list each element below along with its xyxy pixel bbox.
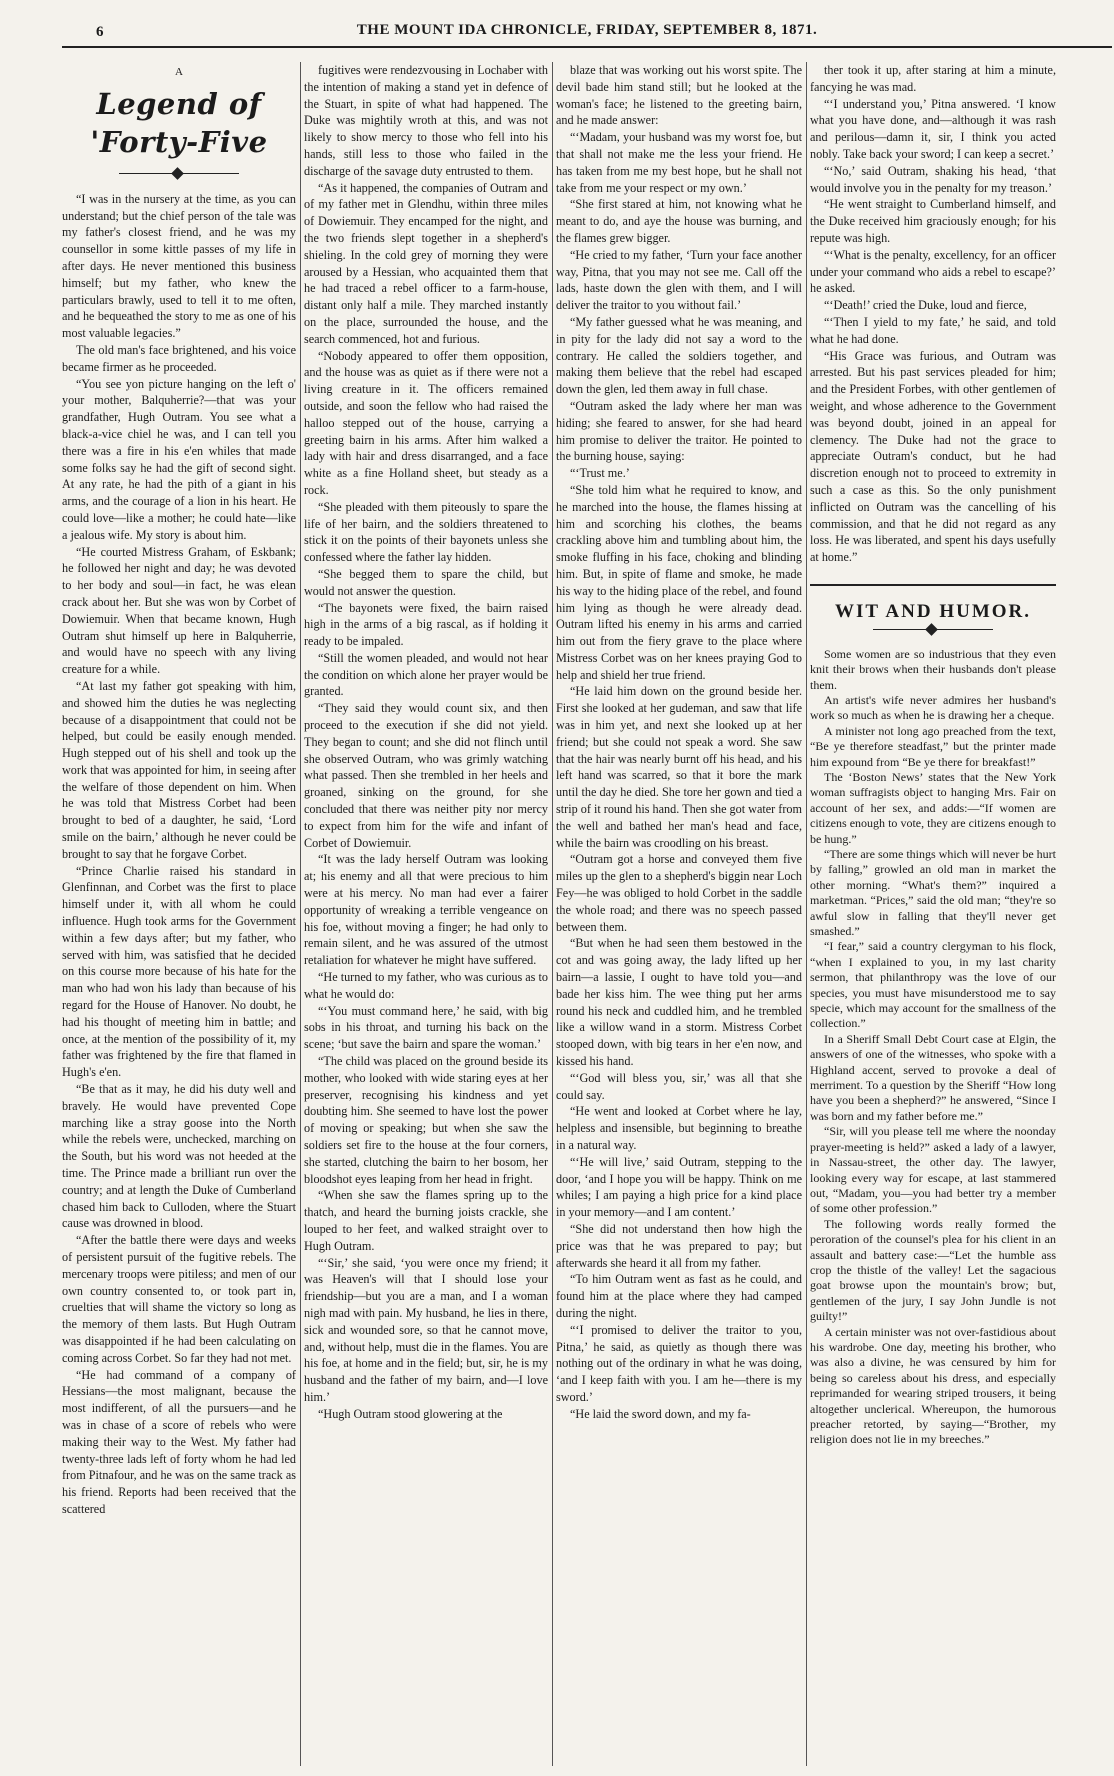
masthead [62, 0, 1112, 48]
paragraph: “There are some things which will never be hurt by falling,” growled an old man in market the other morning. “What's them?” inquired a marketman. “Prices,” said the old man; “they're so awful slow in falling that they'll never get smashed.” [810, 846, 1056, 939]
column-rule [806, 62, 807, 1766]
story-title-prefix: A [175, 66, 183, 78]
page-number: 6 [96, 24, 104, 40]
column-2 [304, 62, 548, 1766]
wit-and-humor-text [810, 647, 1056, 1448]
paragraph: “He went and looked at Corbet where he lay, helpless and insensible, but beginning to breathe in a natural way. [556, 1104, 802, 1152]
column-4 [810, 62, 1056, 1766]
paragraph: “‘Sir,’ she said, ‘you were once my friend; it was Heaven's will that I should lose your friendship—but you are a man, and I a woman nigh mad with pain. My husband, he lies in there, sick and wounded sore, so that he cannot move, and, without help, must die in the flames. You are his foe, at home and in the field; but, sir, he is my husband and the father of my bairn, and—I love him.’ [304, 1255, 548, 1404]
story-title: Legend of 'Forty-Five [90, 86, 268, 159]
title-ornament [119, 167, 239, 181]
column-rule [552, 62, 553, 1766]
paragraph: “It was the lady herself Outram was looking at; his enemy and all that were precious to him were at his mercy. No man had ever a fairer opportunity of wreaking a terrible vengeance on his foe, without moving a finger; he had only to remain silent, and he was assured of the utmost retaliation for whatever he might have suffered. [304, 852, 548, 968]
paragraph: An artist's wife never admires her husband's work so much as when he is drawing her a cheque. [810, 692, 1056, 723]
paragraph: The ‘Boston News’ states that the New York woman suffragists object to hanging Mrs. Fair on account of her sex, and adds:—“If women are citizens enough to vote, they are citizens enough to be hung.” [810, 769, 1056, 846]
paragraph: “‘He will live,’ said Outram, stepping to the door, ‘and I hope you will be happy. Think on me whiles; I am paying a high price for a kind place in your memory—and I am content.’ [556, 1154, 802, 1220]
paragraph: “Still the women pleaded, and would not hear the condition on which alone her prayer would be granted. [304, 650, 548, 699]
paragraph: “My father guessed what he was meaning, and in pity for the lady did not say a word to the contrary. He called the soldiers together, and making them believe that the rebel had escaped down the glen, led them away in full chase. [556, 314, 802, 397]
paragraph: “She pleaded with them piteously to spare the life of her bairn, and the soldiers threatened to stick it on the points of their bayonets unless she confessed where the father lay hidden. [304, 499, 548, 565]
paragraph: “‘Then I yield to my fate,’ he said, and told what he had done. [810, 314, 1056, 346]
paragraph: “The child was placed on the ground beside its mother, who looked with wide staring eyes at her preserver, recognising his kindness and yet doubting him. She seemed to have lost the power of moving or speaking; but when she saw the soldiers set fire to the house at the four corners, she started, clutching the bairn to her bosom, her bloodshot eyes leaping from her head in fright. [304, 1054, 548, 1186]
paragraph: “‘God will bless you, sir,’ was all that she could say. [556, 1070, 802, 1102]
paragraph: “He laid him down on the ground beside her. First she looked at her gudeman, and saw that life was in him yet, and next she looked up at her friend; but she could not speak a word. She saw that the hair was nearly burnt off his head, and his left hand was scarred, so that it bore the mark until the day he died. She tore her gown and tied a strip of it round his hand. Then she got water from the well and bathed her man's head and face, while the bairn was croodling on his breast. [556, 684, 802, 850]
paragraph: In a Sheriff Small Debt Court case at Elgin, the answers of one of the witnesses, who spoke with a Highland accent, served to provoke a deal of merriment. To a question by the Sheriff “How long have you been a shepherd?” he answered, “Since I was born and my father before me.” [810, 1031, 1056, 1123]
paragraph: “I was in the nursery at the time, as you can understand; but the chief person of the tale was my father's closest friend, and he was my counsellor in some kittle passes of my life in after days. He never mentioned this business himself; but my father, who knew the particulars brawly, used to tell it to me often, and he bequeathed the story to me as one of his most valuable legacies.” [62, 191, 296, 341]
paragraph: “But when he had seen them bestowed in the cot and was going away, the lady lifted up her bairn—a lassie, I ought to have told you—and bade her kiss him. The wee thing put her arms round his neck and cuddled him, and he trembled like a willow wand in a storm. Mistress Corbet stooped down, with big tears in her e'en now, and kissed his hand. [556, 936, 802, 1069]
paragraph: The following words really formed the peroration of the counsel's plea for his client in an assault and battery case:—“Let the humble ass crop the thistle of the valley! Let the sagacious goat browse upon the mountain's brow; but, gentlemen of the jury, I say John Jundle is not guilty!” [810, 1216, 1056, 1324]
paragraph: “Be that as it may, he did his duty well and bravely. He would have prevented Cope marching like a stray goose into the North while the rebels were, unchecked, marching on the South, but his word was not heeded at the time. The Prince made a brilliant run over the country; and at length the Duke of Cumberland chased him back to Culloden, where the Stuart cause was drowned in blood. [62, 1082, 296, 1231]
paragraph: “‘What is the penalty, excellency, for an officer under your command who aids a rebel to escape?’ he asked. [810, 247, 1056, 296]
heading-ornament [873, 623, 993, 637]
paragraph: “He courted Mistress Graham, of Eskbank; he followed her night and day; he was devoted to her body and soul—in fact, he was elean crack about her. But she was won by Corbet of Dowiemuir. When that became known, Hugh Outram shut himself up here in Balquherrie, and would have no speech with any living creature for a while. [62, 544, 296, 677]
column-1 [62, 62, 296, 1766]
paragraph: “They said they would count six, and then proceed to the execution if she did not yield. They began to count; and she did not flinch until she observed Outram, who was grimly watching what passed. Then she trembled in her heels and groaned, sinking on the ground, for she concluded that there was neither pity nor mercy to expect from him for the wife and infant of Corbet of Dowiemuir. [304, 701, 548, 850]
paragraph: “She first stared at him, not knowing what he meant to do, and aye the house was burning, and the flames grew bigger. [556, 197, 802, 245]
paragraph: “‘Madam, your husband was my worst foe, but that shall not make me the less your friend. He has taken from me my best hope, but he shall not take from me your respect or my own.’ [556, 130, 802, 195]
column-4-text [810, 62, 1056, 566]
paragraph: fugitives were rendezvousing in Lochaber with the intention of making a stand yet in defence of the Stuart, in spite of what had happened. The Duke was mightily wroth at this, and was not likely to show mercy to those who fell into his hands, still less to those who failed in the discharge of the savage duty entrusted to them. [304, 63, 548, 178]
paragraph: “Outram asked the lady where her man was hiding; she feared to answer, for she had heard him promise to deliver the traitor. He pointed to the burning house, saying: [556, 398, 802, 464]
paragraph: ther took it up, after staring at him a minute, fancying he was mad. [810, 63, 1056, 94]
wit-and-humor-heading: WIT AND HUMOR. [834, 600, 1032, 622]
paragraph: “His Grace was furious, and Outram was arrested. But his past services pleaded for him; and the President Forbes, with other gentlemen of weight, and whose adherence to the Government was beyond doubt, joined in an appeal for clemency. The Duke had not the grace to appreciate Outram's conduct, but he had discretion enough not to proceed to extremity in such a case as this. So the only punishment inflicted on Outram was the cancelling of his commission, and that he did not regard as any loss. He was liberated, and spent his days usefully at home.” [810, 348, 1056, 565]
paragraph: “Nobody appeared to offer them opposition, and the house was as quiet as if there were not a living creature in it. The officers remained outside, and soon the fellow who had raised the halloo stepped out of the house, carrying a greeting bairn in his arms. After him walked a lady with hair and dress disarranged, and a face white as a fine Holland sheet, but steady as a rock. [304, 348, 548, 497]
running-head: THE MOUNT IDA CHRONICLE, FRIDAY, SEPTEMBER 8, 1871. [356, 22, 818, 38]
paragraph: “Outram got a horse and conveyed them five miles up the glen to a shepherd's biggin near Loch Fey—he was obliged to hold Corbet in the saddle the whole road; and there was no speech passed between them. [556, 852, 802, 934]
paragraph: “He turned to my father, who was curious as to what he would do: [304, 970, 548, 1001]
paragraph: “Sir, will you please tell me where the noonday prayer-meeting is held?” asked a lady of a lawyer, in Nassau-street, the other day. The lawyer, looking every way for escape, at last stammered out, “Madam, you—you had better try a member of some other profession.” [810, 1124, 1056, 1216]
paragraph: Some women are so industrious that they even knit their brows when their husbands don't please them. [810, 646, 1056, 692]
paragraph: “When she saw the flames spring up to the thatch, and heard the burning joists crackle, she louped to her feet, and walked straight over to Hugh Outram. [304, 1188, 548, 1253]
column-rule [300, 62, 301, 1766]
paragraph: “After the battle there were days and weeks of persistent pursuit of the fugitive rebels. The mercenary troops were pitiless; and men of our own country consented to, or took part in, cruelties that will shame the victory so long as the memory of them lasts. But Hugh Outram was disappointed if he had been calculating on coming across Corbet. So far they had not met. [62, 1233, 296, 1365]
paragraph: “Hugh Outram stood glowering at the [318, 1406, 503, 1421]
column-3-text [556, 62, 802, 1423]
paragraph: “She did not understand then how high the price was that he was prepared to pay; but afterwards she heard it all from my father. [556, 1221, 802, 1270]
paragraph: “She begged them to spare the child, but would not answer the question. [304, 566, 548, 598]
paragraph: “She told him what he required to know, and he marched into the house, the flames hissing at him and scorching his clothes, the beams crackling above him and tumbling about him, the smoke fluffing in his face, choking and blinding him. But, in spite of flame and smoke, he made his way to the hiding place of the rebel, and found him lying as though he were already dead. Outram lifted his enemy in his arms and carried him out from the fiery grave to the place where Mistress Corbet was on her knees praying God to help and shield her true friend. [556, 482, 802, 682]
paragraph: “I fear,” said a country clergyman to his flock, “when I explained to you, in my last charity sermon, that philanthropy was the love of our species, you must have misunderstood me to say specie, which may account for the smallness of the collection.” [810, 939, 1056, 1031]
paragraph: “‘I promised to deliver the traitor to you, Pitna,’ he said, as quietly as though there was nothing out of the ordinary in what he was doing, ‘and I keep faith with you. I am he—there is my sword.’ [556, 1322, 802, 1404]
paragraph: “‘Death!’ cried the Duke, loud and fierce, [824, 298, 1027, 313]
column-2-text [304, 62, 548, 1423]
paragraph: “He had command of a company of Hessians—the most malignant, because the most indifferent, of all the pursuers—and he was in chase of a score of rebels who were making their way to the West. My father had twenty-three lads left of forty whom he had led from Pitnafour, and he was on the same track as his friend. Reports had been received that the scattered [62, 1367, 296, 1516]
column-1-text [62, 191, 296, 1518]
section-rule [810, 584, 1056, 586]
paragraph: blaze that was working out his worst spite. The devil bade him stand still; but he looked at the woman's face; he listened to the greeting bairn, and he made answer: [556, 63, 802, 128]
paragraph: The old man's face brightened, and his voice became firmer as he proceeded. [62, 342, 296, 374]
column-3 [556, 62, 802, 1766]
paragraph: “He cried to my father, ‘Turn your face another way, Pitna, that you may not see me. Call off the lads, haste down the glen with them, and I will deliver the traitor to you without fail.’ [556, 247, 802, 313]
paragraph: “He went straight to Cumberland himself, and the Duke received him graciously enough; for his repute was high. [810, 197, 1056, 245]
paragraph: “To him Outram went as fast as he could, and found him at the place where they had camped during the night. [556, 1272, 802, 1320]
paragraph: “‘Trust me.’ [570, 466, 630, 481]
paragraph: “As it happened, the companies of Outram and of my father met in Glendhu, within three miles of Dowiemuir. They encamped for the night, and the two friends slept together in a shepherd's shieling. In the cold grey of morning they were aroused by a Hessian, who acquainted them that he had traced a rebel officer to a farm-house, distant only half a mile. They marched instantly on the place, surrounded the house, and the search commenced, hot and furious. [304, 180, 548, 346]
paragraph: A minister not long ago preached from the text, “Be ye therefore steadfast,” but the printer made him expound from “Be ye there for breakfast!” [810, 723, 1056, 769]
paragraph: “The bayonets were fixed, the bairn raised high in the arms of a big rascal, as if holding it ready to be impaled. [304, 600, 548, 649]
paragraph: “At last my father got speaking with him, and showed him the duties he was neglecting because of a disappointment that could not be helped, but could be easily enough mended. Hugh stepped out of his shell and took up the work that was appointed for him, in seeing after the welfare of those dependent on him. When he was told that Mistress Corbet had been brought to bed of a daughter, he said, ‘Lord smile on the bairn,’ although he never could be brought to say that he forgave Corbet. [62, 678, 296, 861]
paragraph: “‘I understand you,’ Pitna answered. ‘I know what you have done, and—although it was rash and perilous—damn it, sir, I think you acted nobly. Take back your sword; I can keep a secret.’ [810, 96, 1056, 161]
paragraph: “‘You must command here,’ he said, with big sobs in his throat, and turning his back on the scene; ‘but save the bairn and spare the woman.’ [304, 1003, 548, 1052]
paragraph: A certain minister was not over-fastidious about his wardrobe. One day, meeting his brother, who was also a divine, he was censured by him for being so careless about his dress, and especially reprimanded for wearing striped trousers, it being altogether unclerical. Whereupon, the humorous preacher retorted, by saying—“Brother, my religion does not lie in my breeches.” [810, 1324, 1056, 1447]
paragraph: “‘No,’ said Outram, shaking his head, ‘that would involve you in the penalty for my treason.’ [810, 163, 1056, 195]
paragraph: “Prince Charlie raised his standard in Glenfinnan, and Corbet was the first to place himself under it, with all whom he could influence. Hugh took arms for the Government within a few days after; but my father, who served with him, was satisfied that he decided on this course more because of his hate for the man who had won his lady than because of his regard for the House of Hanover. No doubt, he had his thought of meeting him in battle; and once, at the mention of the possibility of it, my father was frightened by the fire that flamed in Hugh's e'en. [62, 863, 296, 1080]
paragraph: “You see yon picture hanging on the left o' your mother, Balquherrie?—that was your grandfather, Hugh Outram. You see what a black-a-vice chiel he was, and I can tell you there was a fire in his e'en whiles that made some folks say he had the gift of second sight. At any rate, he had the pith of a giant in his arms, and the courage of a lion in his heart. He could love—like a mother; he could hate—like a jealous wife. My story is about him. [62, 376, 296, 542]
paragraph: “He laid the sword down, and my fa- [570, 1406, 751, 1421]
